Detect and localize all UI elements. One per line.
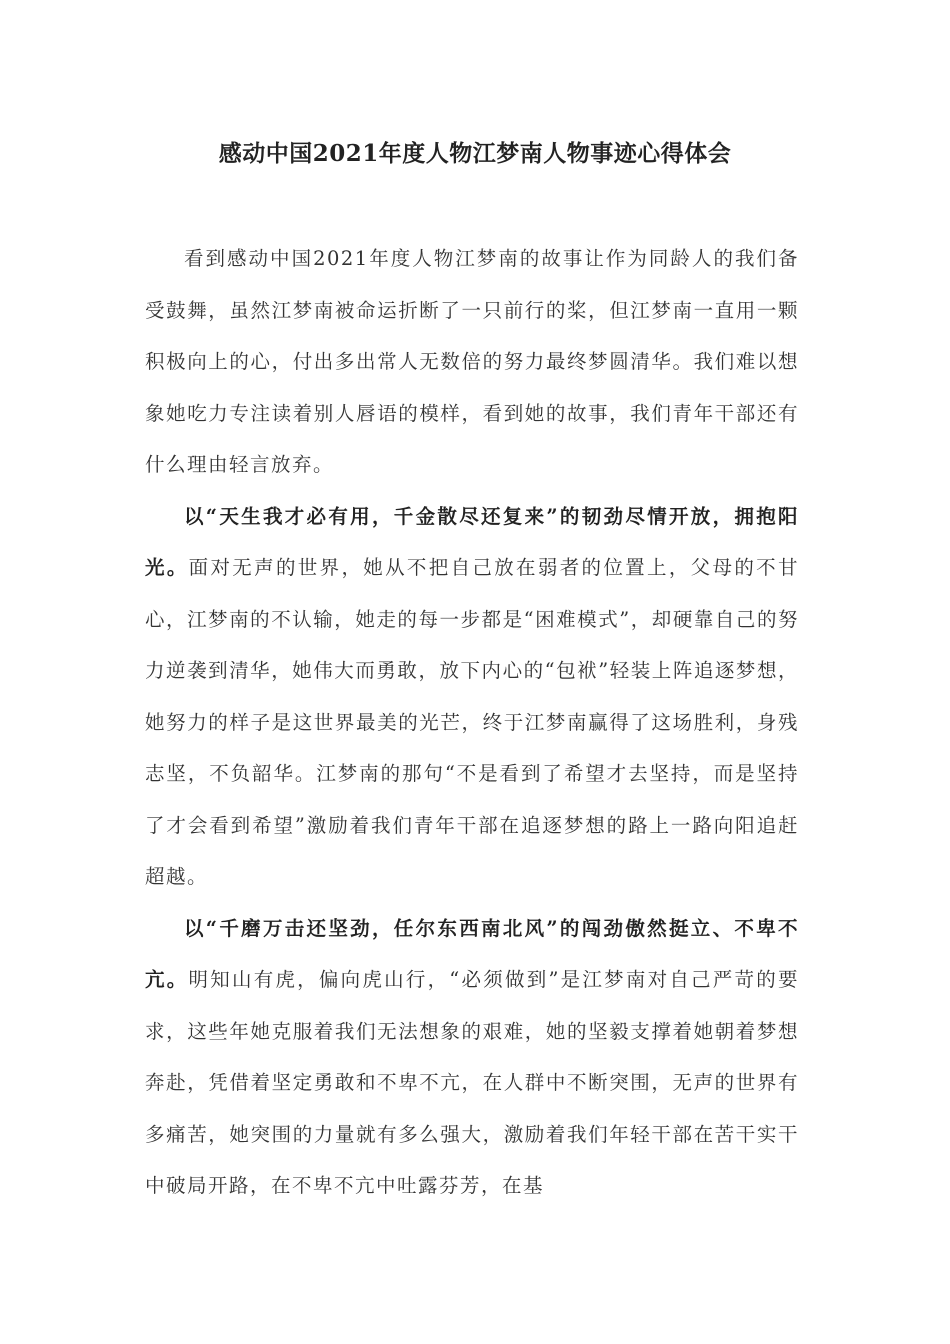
paragraph-2-lead: 以“天生我才必有用，千金散尽还复来”的韧劲尽情开放，拥抱阳光。 xyxy=(145,504,799,579)
document-body xyxy=(145,233,799,1212)
paragraph-2-text: 面对无声的世界，她从不把自己放在弱者的位置上，父母的不甘心，江梦南的不认输，她走的每一步都是“困难模式”，却硬靠自己的努力逆袭到清华，她伟大而勇敢，放下内心的“包袱”轻装上阵追逐梦想，她努力的样子是这世界最美的光芒，终于江梦南赢得了这场胜利，身残志坚，不负韶华。江梦南的那句“不是看到了希望才去坚持，而是坚持了才会看到希望”激励着我们青年干部在追逐梦想的路上一路向阳追赶超越。 xyxy=(145,556,799,888)
paragraph-3-text: 明知山有虎，偏向虎山行，“必须做到”是江梦南对自己严苛的要求，这些年她克服着我们无法想象的艰难，她的坚毅支撑着她朝着梦想奔赴，凭借着坚定勇敢和不卑不亢，在人群中不断突围，无声的世界有多痛苦，她突围的力量就有多么强大，激励着我们年轻干部在苦干实干中破局开路，在不卑不亢中吐露芬芳，在基 xyxy=(145,968,799,1197)
document-title: 感动中国2021年度人物江梦南人物事迹心得体会 xyxy=(218,140,732,167)
paragraph-3 xyxy=(145,903,799,1212)
paragraph-1 xyxy=(145,233,799,491)
paragraph-2 xyxy=(145,491,799,903)
paragraph-3-lead: 以“千磨万击还坚劲，任尔东西南北风”的闯劲傲然挺立、不卑不亢。 xyxy=(145,916,799,991)
paragraph-1-text: 看到感动中国2021年度人物江梦南的故事让作为同龄人的我们备受鼓舞，虽然江梦南被命运折断了一只前行的桨，但江梦南一直用一颗积极向上的心，付出多出常人无数倍的努力最终梦圆清华。我们难以想象她吃力专注读着别人唇语的模样，看到她的故事，我们青年干部还有什么理由轻言放弃。 xyxy=(145,247,799,476)
